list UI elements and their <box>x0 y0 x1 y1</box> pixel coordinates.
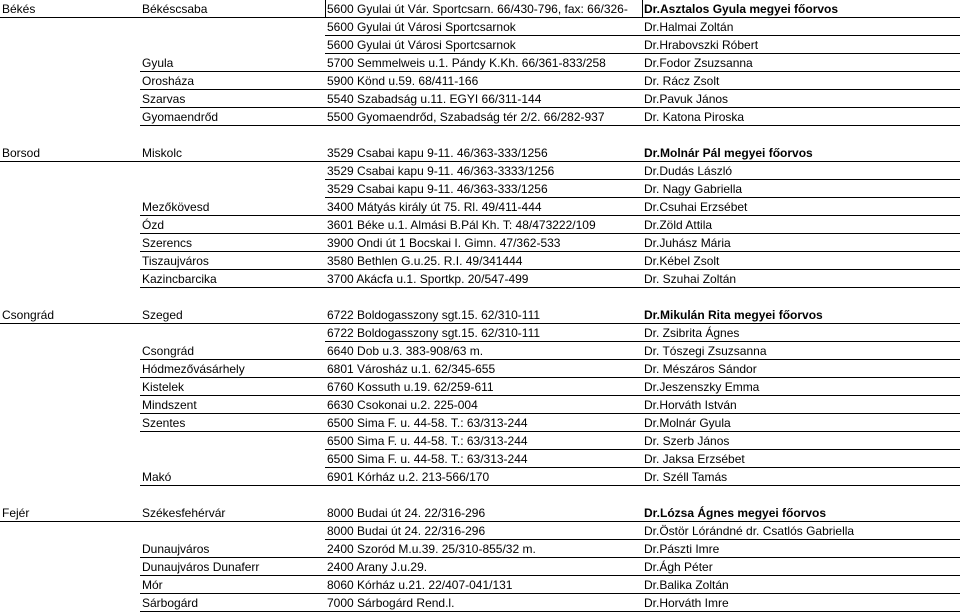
city-cell <box>140 450 325 468</box>
county-cell <box>0 396 140 414</box>
address-cell: 3580 Bethlen G.u.25. R.I. 49/341444 <box>325 252 642 270</box>
doctor-cell: Dr.Asztalos Gyula megyei főorvos <box>642 0 960 18</box>
doctor-cell: Dr. Szerb János <box>642 432 960 450</box>
table-row <box>0 180 960 198</box>
doctor-cell: Dr. Katona Piroska <box>642 108 960 126</box>
city-cell: Sárbogárd <box>140 594 325 612</box>
address-cell: 3529 Csabai kapu 9-11. 46/363-333/1256 <box>325 144 642 162</box>
address-cell: 3400 Mátyás király út 75. Rl. 49/411-444 <box>325 198 642 216</box>
city-cell <box>140 432 325 450</box>
city-cell: Csongrád <box>140 342 325 360</box>
address-cell: 8060 Kórház u.21. 22/407-041/131 <box>325 576 642 594</box>
address-cell: 6801 Városház u.1. 62/345-655 <box>325 360 642 378</box>
table-row <box>0 306 960 324</box>
table-row <box>0 594 960 612</box>
address-cell: 6500 Sima F. u. 44-58. T.: 63/313-244 <box>325 414 642 432</box>
address-cell: 6722 Boldogasszony sgt.15. 62/310-111 <box>325 324 642 342</box>
county-cell: Csongrád <box>0 306 140 324</box>
county-cell <box>0 54 140 72</box>
city-cell: Miskolc <box>140 144 325 162</box>
address-cell: 3529 Csabai kapu 9-11. 46/363-333/1256 <box>325 180 642 198</box>
doctor-cell: Dr. Jaksa Erzsébet <box>642 450 960 468</box>
table-row <box>0 450 960 468</box>
county-cell <box>0 324 140 342</box>
city-cell: Szerencs <box>140 234 325 252</box>
city-cell: Gyomaendrőd <box>140 108 325 126</box>
doctor-cell: Dr.Horváth István <box>642 396 960 414</box>
city-cell: Orosháza <box>140 72 325 90</box>
city-cell <box>140 324 325 342</box>
city-cell: Ózd <box>140 216 325 234</box>
table-row <box>0 414 960 432</box>
table-row <box>0 234 960 252</box>
doctor-cell: Dr.Ágh Péter <box>642 558 960 576</box>
county-cell: Békés <box>0 0 140 18</box>
doctor-cell: Dr. Tószegi Zsuzsanna <box>642 342 960 360</box>
address-cell: 6500 Sima F. u. 44-58. T.: 63/313-244 <box>325 432 642 450</box>
county-cell <box>0 198 140 216</box>
city-cell: Mór <box>140 576 325 594</box>
doctor-cell: Dr.Pavuk János <box>642 90 960 108</box>
address-cell: 6722 Boldogasszony sgt.15. 62/310-111 <box>325 306 642 324</box>
county-cell <box>0 90 140 108</box>
column-divider <box>642 0 643 18</box>
table-row <box>0 576 960 594</box>
spacer-row <box>0 288 960 306</box>
spacer-row <box>0 486 960 504</box>
doctor-cell: Dr.Fodor Zsuzsanna <box>642 54 960 72</box>
address-cell: 5600 Gyulai út Vár. Sportcsarn. 66/430-796, fax: 66/326- <box>325 0 642 18</box>
county-cell <box>0 522 140 540</box>
county-cell <box>0 468 140 486</box>
city-cell: Kazincbarcika <box>140 270 325 288</box>
address-cell: 8000 Budai út 24. 22/316-296 <box>325 522 642 540</box>
doctor-cell: Dr.Zöld Attila <box>642 216 960 234</box>
doctor-cell: Dr.Mikulán Rita megyei főorvos <box>642 306 960 324</box>
spacer-row <box>0 126 960 144</box>
city-cell: Makó <box>140 468 325 486</box>
county-cell <box>0 360 140 378</box>
doctor-cell: Dr.Csuhai Erzsébet <box>642 198 960 216</box>
doctor-cell: Dr.Balika Zoltán <box>642 576 960 594</box>
city-cell: Dunaujváros <box>140 540 325 558</box>
address-cell: 2400 Arany J.u.29. <box>325 558 642 576</box>
doctor-cell: Dr.Kébel Zsolt <box>642 252 960 270</box>
city-cell: Szarvas <box>140 90 325 108</box>
doctor-cell: Dr. Nagy Gabriella <box>642 180 960 198</box>
county-cell <box>0 162 140 180</box>
county-cell <box>0 18 140 36</box>
city-cell <box>140 522 325 540</box>
county-cell <box>0 180 140 198</box>
city-cell: Békéscsaba <box>140 0 325 18</box>
county-cell <box>0 342 140 360</box>
doctor-cell: Dr.Molnár Gyula <box>642 414 960 432</box>
doctor-cell: Dr. Széll Tamás <box>642 468 960 486</box>
address-cell: 3900 Ondi út 1 Bocskai I. Gimn. 47/362-533 <box>325 234 642 252</box>
doctor-cell: Dr.Pászti Imre <box>642 540 960 558</box>
table-row <box>0 198 960 216</box>
address-cell: 5600 Gyulai út Városi Sportcsarnok <box>325 18 642 36</box>
address-cell: 5600 Gyulai út Városi Sportcsarnok <box>325 36 642 54</box>
table-row <box>0 162 960 180</box>
county-cell <box>0 558 140 576</box>
table-row <box>0 36 960 54</box>
table-row <box>0 342 960 360</box>
table-row <box>0 72 960 90</box>
table-row <box>0 108 960 126</box>
city-cell <box>140 180 325 198</box>
table-row <box>0 522 960 540</box>
table-row <box>0 216 960 234</box>
city-cell: Szentes <box>140 414 325 432</box>
county-cell <box>0 252 140 270</box>
table-row <box>0 324 960 342</box>
table-row <box>0 54 960 72</box>
address-cell: 6630 Csokonai u.2. 225-004 <box>325 396 642 414</box>
county-cell: Borsod <box>0 144 140 162</box>
address-cell: 8000 Budai út 24. 22/316-296 <box>325 504 642 522</box>
city-cell <box>140 18 325 36</box>
table-row <box>0 396 960 414</box>
address-cell: 5540 Szabadság u.11. EGYI 66/311-144 <box>325 90 642 108</box>
county-cell: Fejér <box>0 504 140 522</box>
county-cell <box>0 378 140 396</box>
doctor-cell: Dr. Zsibrita Ágnes <box>642 324 960 342</box>
city-cell <box>140 36 325 54</box>
address-cell: 5700 Semmelweis u.1. Pándy K.Kh. 66/361-833/258 <box>325 54 642 72</box>
doctor-cell: Dr.Jeszenszky Emma <box>642 378 960 396</box>
doctor-cell: Dr.Juhász Mária <box>642 234 960 252</box>
address-cell: 6760 Kossuth u.19. 62/259-611 <box>325 378 642 396</box>
doctor-cell: Dr.Halmai Zoltán <box>642 18 960 36</box>
doctor-cell: Dr.Hrabovszki Róbert <box>642 36 960 54</box>
county-cell <box>0 108 140 126</box>
table-row <box>0 144 960 162</box>
address-cell: 3601 Béke u.1. Almási B.Pál Kh. T: 48/473222/109 <box>325 216 642 234</box>
county-cell <box>0 270 140 288</box>
address-cell: 6500 Sima F. u. 44-58. T.: 63/313-244 <box>325 450 642 468</box>
city-cell: Székesfehérvár <box>140 504 325 522</box>
table-row <box>0 0 960 18</box>
city-cell: Szeged <box>140 306 325 324</box>
address-cell: 3529 Csabai kapu 9-11. 46/363-3333/1256 <box>325 162 642 180</box>
doctor-cell: Dr.Lózsa Ágnes megyei főorvos <box>642 504 960 522</box>
doctor-cell: Dr. Szuhai Zoltán <box>642 270 960 288</box>
county-cell <box>0 414 140 432</box>
address-cell: 5500 Gyomaendrőd, Szabadság tér 2/2. 66/282-937 <box>325 108 642 126</box>
doctor-cell: Dr. Rácz Zsolt <box>642 72 960 90</box>
doctor-cell: Dr.Horváth Imre <box>642 594 960 612</box>
address-cell: 5900 Könd u.59. 68/411-166 <box>325 72 642 90</box>
address-cell: 2400 Szoród M.u.39. 25/310-855/32 m. <box>325 540 642 558</box>
county-cell <box>0 450 140 468</box>
address-cell: 7000 Sárbogárd Rend.l. <box>325 594 642 612</box>
county-cell <box>0 432 140 450</box>
city-cell: Kistelek <box>140 378 325 396</box>
county-cell <box>0 576 140 594</box>
table-row <box>0 432 960 450</box>
county-cell <box>0 594 140 612</box>
county-cell <box>0 540 140 558</box>
city-cell: Gyula <box>140 54 325 72</box>
table-row <box>0 90 960 108</box>
table-row <box>0 252 960 270</box>
county-cell <box>0 72 140 90</box>
address-cell: 3700 Akácfa u.1. Sportkp. 20/547-499 <box>325 270 642 288</box>
table-row <box>0 270 960 288</box>
city-cell: Dunaujváros Dunaferr <box>140 558 325 576</box>
doctor-cell: Dr.Östör Lórándné dr. Csatlós Gabriella <box>642 522 960 540</box>
city-cell <box>140 162 325 180</box>
table-row <box>0 540 960 558</box>
address-cell: 6640 Dob u.3. 383-908/63 m. <box>325 342 642 360</box>
doctor-cell: Dr.Molnár Pál megyei főorvos <box>642 144 960 162</box>
city-cell: Hódmezővásárhely <box>140 360 325 378</box>
county-cell <box>0 36 140 54</box>
table-row <box>0 18 960 36</box>
county-cell <box>0 234 140 252</box>
doctor-cell: Dr. Mészáros Sándor <box>642 360 960 378</box>
city-cell: Mezőkövesd <box>140 198 325 216</box>
doctor-cell: Dr.Dudás László <box>642 162 960 180</box>
city-cell: Tiszaujváros <box>140 252 325 270</box>
address-cell: 6901 Kórház u.2. 213-566/170 <box>325 468 642 486</box>
column-divider <box>325 0 326 18</box>
table-row <box>0 504 960 522</box>
table-row <box>0 558 960 576</box>
city-cell: Mindszent <box>140 396 325 414</box>
table-row <box>0 360 960 378</box>
county-cell <box>0 216 140 234</box>
table-row <box>0 378 960 396</box>
table-row <box>0 468 960 486</box>
